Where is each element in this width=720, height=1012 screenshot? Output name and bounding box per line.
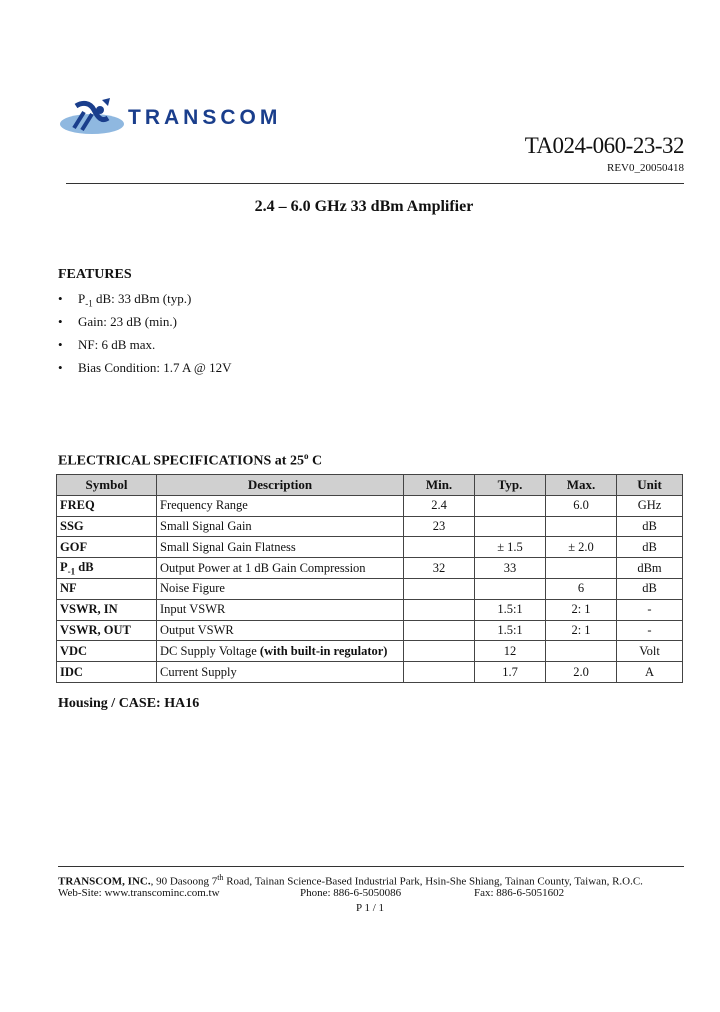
cell-typ	[475, 495, 546, 516]
table-row	[57, 537, 683, 558]
electrical-specs-table	[56, 474, 683, 683]
cell-max	[546, 516, 617, 537]
footer-website[interactable]: Web-Site: www.transcominc.com.tw	[58, 887, 220, 899]
cell-min	[404, 662, 475, 683]
column-header: Min.	[404, 475, 475, 496]
table-header-row	[57, 475, 683, 496]
cell-unit: -	[617, 620, 683, 641]
cell-max	[546, 641, 617, 662]
page-number: P 1 / 1	[355, 902, 384, 914]
cell-description: Output VSWR	[157, 620, 404, 641]
cell-typ	[475, 516, 546, 537]
column-header: Typ.	[475, 475, 546, 496]
table-row	[57, 516, 683, 537]
cell-unit: GHz	[617, 495, 683, 516]
features-list	[58, 290, 232, 382]
feature-item: • NF: 6 dB max.	[58, 337, 156, 352]
cell-description: Current Supply	[157, 662, 404, 683]
cell-unit: dB	[617, 578, 683, 599]
features-heading: FEATURES	[58, 267, 132, 282]
cell-max: ± 2.0	[546, 537, 617, 558]
cell-typ: 1.5:1	[475, 620, 546, 641]
table-row	[57, 578, 683, 599]
cell-description: Frequency Range	[157, 495, 404, 516]
cell-symbol: VSWR, OUT	[57, 620, 157, 641]
cell-description: DC Supply Voltage (with built-in regulator)	[157, 641, 404, 662]
cell-max: 2: 1	[546, 620, 617, 641]
cell-min	[404, 620, 475, 641]
column-header: Max.	[546, 475, 617, 496]
cell-symbol: VDC	[57, 641, 157, 662]
transcom-logo-icon	[58, 92, 128, 140]
cell-symbol: FREQ	[57, 495, 157, 516]
footer-phone: Phone: 886-6-5050086	[300, 887, 402, 899]
table-row	[57, 620, 683, 641]
cell-description: Output Power at 1 dB Gain Compression	[157, 558, 404, 579]
column-header: Unit	[617, 475, 683, 496]
cell-symbol: NF	[57, 578, 157, 599]
housing-case: Housing / CASE: HA16	[58, 696, 200, 711]
footer-fax: Fax: 886-6-5051602	[474, 887, 565, 899]
specs-heading: ELECTRICAL SPECIFICATIONS at 25$^o$ C	[58, 451, 323, 469]
table-row	[57, 495, 683, 516]
footer-address: TRANSCOM, INC., 90 Dasoong 7th Road, Tainan Science-Based Industrial Park, Hsin-She Shiang, Tainan County, Taiwan, R.O.C.	[58, 873, 643, 888]
cell-unit: -	[617, 599, 683, 620]
cell-description: Small Signal Gain Flatness	[157, 537, 404, 558]
cell-typ: 12	[475, 641, 546, 662]
cell-min: 32	[404, 558, 475, 579]
table-row	[57, 662, 683, 683]
feature-item: • $P_{-1}$ dB: 33 dBm (typ.)	[58, 291, 192, 309]
table-row	[57, 641, 683, 662]
cell-symbol: GOF	[57, 537, 157, 558]
bullet-icon: •	[58, 291, 63, 306]
cell-unit: dBm	[617, 558, 683, 579]
cell-symbol: $P_{-1}$ dB	[57, 558, 157, 579]
cell-unit: Volt	[617, 641, 683, 662]
part-number: TA024-060-23-32	[524, 133, 684, 158]
cell-symbol: IDC	[57, 662, 157, 683]
cell-min	[404, 641, 475, 662]
feature-item: • Gain: 23 dB (min.)	[58, 314, 177, 329]
cell-typ: 1.7	[475, 662, 546, 683]
cell-min	[404, 599, 475, 620]
cell-typ: ± 1.5	[475, 537, 546, 558]
cell-unit: dB	[617, 516, 683, 537]
cell-max: 2: 1	[546, 599, 617, 620]
cell-description: Input VSWR	[157, 599, 404, 620]
cell-max: 2.0	[546, 662, 617, 683]
cell-min	[404, 578, 475, 599]
document-title: 2.4 – 6.0 GHz 33 dBm Amplifier	[254, 198, 474, 215]
footer-divider	[58, 866, 684, 867]
bullet-icon: •	[58, 360, 63, 375]
cell-unit: A	[617, 662, 683, 683]
logo-text: TRANSCOM	[128, 106, 282, 129]
column-header: Description	[157, 475, 404, 496]
cell-typ: 33	[475, 558, 546, 579]
column-header: Symbol	[57, 475, 157, 496]
cell-typ	[475, 578, 546, 599]
cell-min: 23	[404, 516, 475, 537]
cell-description: Small Signal Gain	[157, 516, 404, 537]
cell-typ: 1.5:1	[475, 599, 546, 620]
cell-min	[404, 537, 475, 558]
cell-symbol: SSG	[57, 516, 157, 537]
header-divider	[66, 183, 684, 184]
cell-unit: dB	[617, 537, 683, 558]
bullet-icon: •	[58, 314, 63, 329]
cell-min: 2.4	[404, 495, 475, 516]
table-row	[57, 599, 683, 620]
cell-max: 6.0	[546, 495, 617, 516]
feature-item: • Bias Condition: 1.7 A @ 12V	[58, 360, 232, 375]
bullet-icon: •	[58, 337, 63, 352]
table-row	[57, 558, 683, 579]
cell-max	[546, 558, 617, 579]
revision-code: REV0_20050418	[607, 162, 684, 174]
cell-symbol: VSWR, IN	[57, 599, 157, 620]
cell-max: 6	[546, 578, 617, 599]
cell-description: Noise Figure	[157, 578, 404, 599]
